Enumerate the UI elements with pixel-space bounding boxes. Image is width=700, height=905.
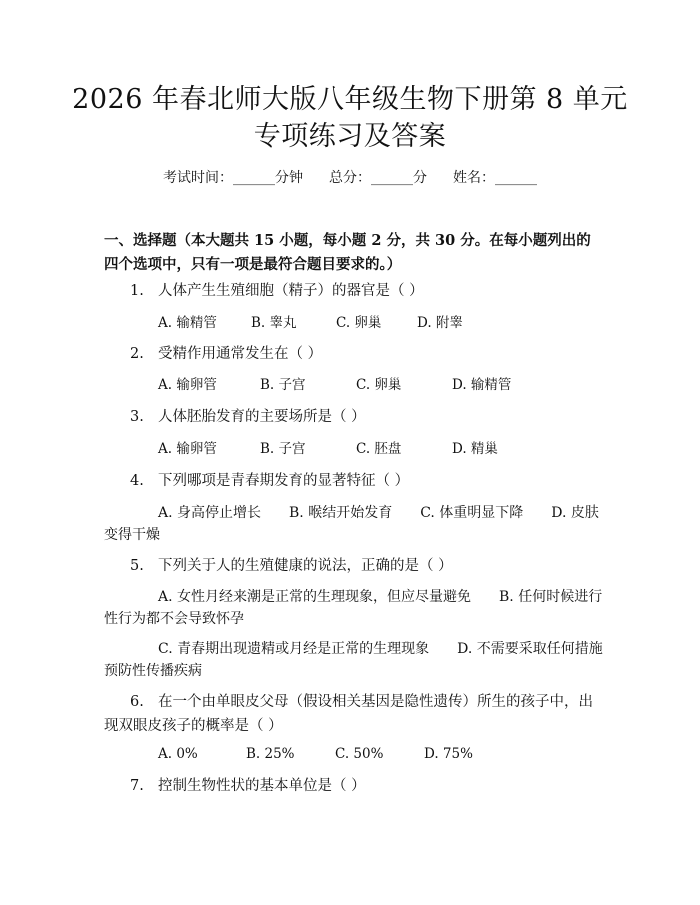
question-text: 人体胚胎发育的主要场所是（ ） <box>158 409 366 425</box>
question-3 <box>104 406 604 428</box>
question-6 <box>104 690 604 738</box>
option-d: D. 75% <box>424 746 473 762</box>
question-6-options <box>104 743 604 765</box>
question-text: 下列关于人的生殖健康的说法，正确的是（ ） <box>158 558 453 574</box>
option-b: B. 25% <box>246 746 295 762</box>
option-b: B. 子宫 <box>260 441 306 457</box>
question-4 <box>104 470 604 492</box>
question-number: 1. <box>130 283 144 299</box>
option-d: D. 附睾 <box>417 315 463 331</box>
section-heading: 一、选择题（本大题共 15 小题，每小题 2 分，共 30 分。在每小题列出的四个选项中，只有一项是最符合题目要求的。） <box>104 232 591 273</box>
option-c: C. 50% <box>335 746 384 762</box>
question-1 <box>104 280 604 302</box>
question-5 <box>104 555 604 577</box>
option-a: A. 输卵管 <box>158 377 217 393</box>
question-5-options-cd: C. 青春期出现遗精或月经是正常的生理现象 D. 不需要采取任何措施预防性传播疾病 <box>104 641 603 679</box>
question-7 <box>104 775 604 797</box>
question-number: 2. <box>130 346 144 362</box>
question-3-options <box>104 438 604 460</box>
question-2-options <box>104 374 604 396</box>
option-d: D. 输精管 <box>452 377 512 393</box>
question-text: 控制生物性状的基本单位是（ ） <box>158 778 366 794</box>
question-4-options: A. 身高停止增长 B. 喉结开始发育 C. 体重明显下降 D. 皮肤变得干燥 <box>104 505 599 543</box>
option-b: B. 子宫 <box>260 377 306 393</box>
question-number: 4. <box>130 473 144 489</box>
name-label: 姓名：______ <box>453 170 537 186</box>
page-title-line1: 2026 年春北师大版八年级生物下册第 8 单元 <box>72 84 628 115</box>
exam-time-label: 考试时间：______分钟 <box>163 170 303 186</box>
question-number: 7. <box>130 778 144 794</box>
option-d: D. 精巢 <box>452 441 498 457</box>
question-text: 受精作用通常发生在（ ） <box>158 346 323 362</box>
question-text: 人体产生生殖细胞（精子）的器官是（ ） <box>158 283 424 299</box>
option-a: A. 输精管 <box>158 315 217 331</box>
total-score-label: 总分：______分 <box>329 170 427 186</box>
option-c: C. 胚盘 <box>356 441 402 457</box>
option-c: C. 卵巢 <box>336 315 382 331</box>
question-number: 5. <box>130 558 144 574</box>
exam-meta <box>0 168 700 188</box>
option-b: B. 睾丸 <box>251 315 297 331</box>
option-a: A. 0% <box>158 746 198 762</box>
option-c: C. 卵巢 <box>356 377 402 393</box>
question-number: 6. <box>130 694 144 710</box>
page-title-line2: 专项练习及答案 <box>253 121 447 152</box>
question-2 <box>104 343 604 365</box>
question-1-options <box>104 312 604 334</box>
question-number: 3. <box>130 409 144 425</box>
question-text: 在一个由单眼皮父母（假设相关基因是隐性遗传）所生的孩子中，出现双眼皮孩子的概率是（ ） <box>104 694 593 734</box>
question-text: 下列哪项是青春期发育的显著特征（ ） <box>158 473 410 489</box>
question-5-options-ab: A. 女性月经来潮是正常的生理现象，但应尽量避免 B. 任何时候进行性行为都不会导致怀孕 <box>104 589 603 627</box>
option-a: A. 输卵管 <box>158 441 217 457</box>
